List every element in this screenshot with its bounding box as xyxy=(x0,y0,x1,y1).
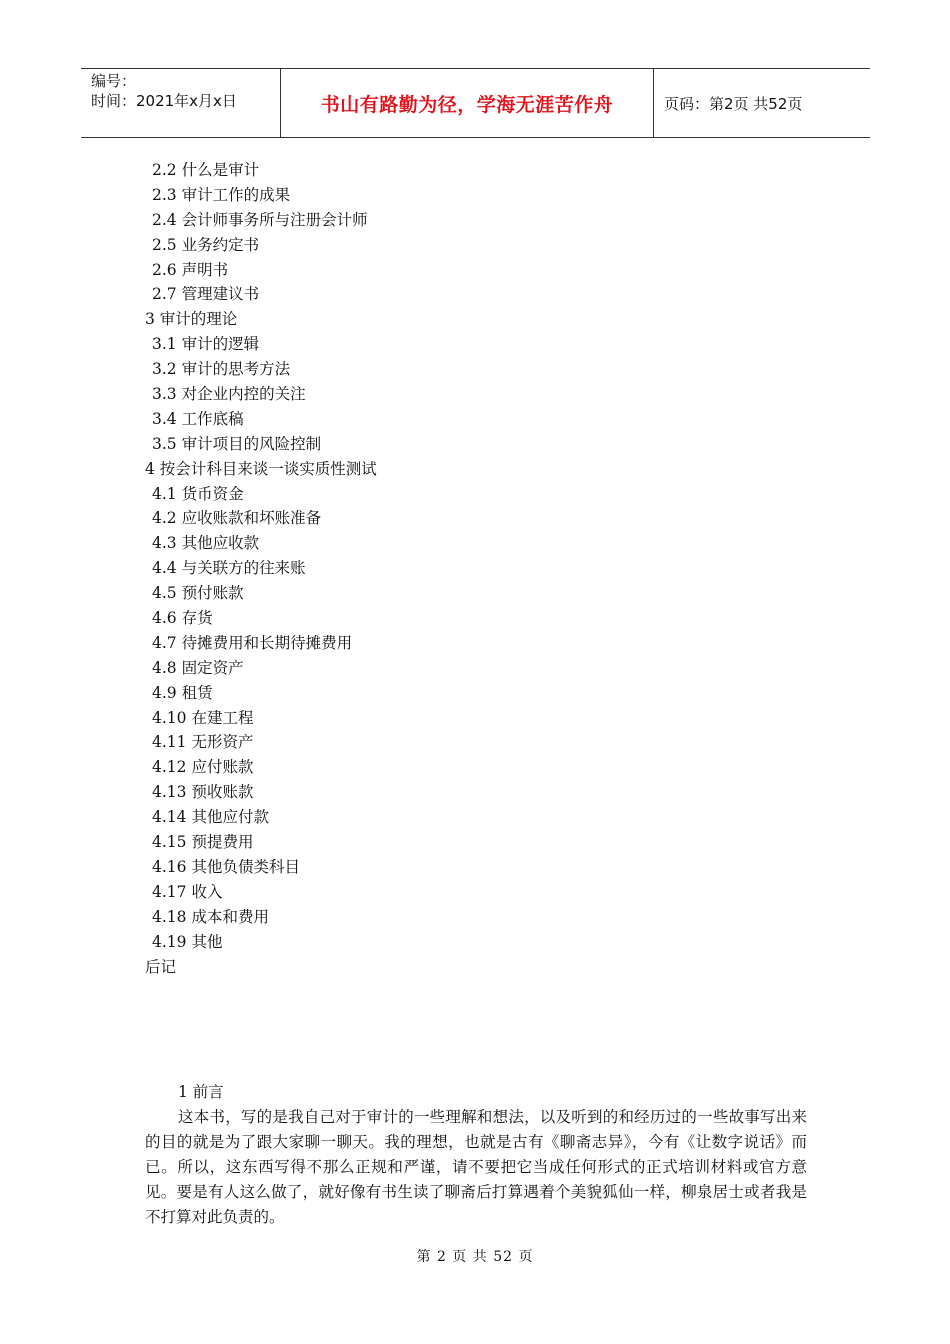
header-motto-cell xyxy=(281,69,654,137)
header-meta xyxy=(81,69,281,137)
toc-item: 4.14 其他应付款 xyxy=(152,808,269,827)
toc-item: 4.4 与关联方的往来账 xyxy=(152,559,306,578)
toc-item: 2.6 声明书 xyxy=(152,260,229,279)
toc-item: 4.11 无形资产 xyxy=(152,733,254,752)
toc-item: 3.1 审计的逻辑 xyxy=(152,335,260,354)
toc-item: 3.4 工作底稿 xyxy=(152,409,244,428)
toc-item: 4.7 待摊费用和长期待摊费用 xyxy=(152,633,353,652)
toc-item: 3.3 对企业内控的关注 xyxy=(152,385,306,404)
toc-item: 4.6 存货 xyxy=(152,609,213,628)
toc-item: 4.3 其他应收款 xyxy=(152,534,260,553)
toc-item: 2.4 会计师事务所与注册会计师 xyxy=(152,210,368,229)
toc-item: 4.5 预付账款 xyxy=(152,584,244,603)
toc-item: 3.2 审计的思考方法 xyxy=(152,360,291,379)
document-date-label: 时间：2021年x月x日 xyxy=(91,92,237,110)
section-title: 1 前言 xyxy=(178,1083,224,1101)
toc-item: 2.3 审计工作的成果 xyxy=(152,185,291,204)
toc-item: 4.8 固定资产 xyxy=(152,658,244,677)
toc-item: 4.16 其他负债类科目 xyxy=(152,857,300,876)
toc-item: 4.1 货币资金 xyxy=(152,484,244,503)
header-motto: 书山有路勤为径，学海无涯苦作舟 xyxy=(320,93,614,116)
toc-item: 4.10 在建工程 xyxy=(152,708,254,727)
header-page-number: 页码：第2页 共52页 xyxy=(664,94,803,113)
toc-item: 4.19 其他 xyxy=(152,932,223,951)
toc-item: 4.13 预收账款 xyxy=(152,783,254,802)
toc-item: 2.2 什么是审计 xyxy=(152,161,260,179)
toc-item: 2.5 业务约定书 xyxy=(152,235,260,254)
header-page-cell xyxy=(654,69,870,137)
toc-item: 4.2 应收账款和坏账准备 xyxy=(152,509,322,528)
page-header xyxy=(81,68,870,138)
toc-item: 3.5 审计项目的风险控制 xyxy=(152,434,322,453)
toc-item: 4.18 成本和费用 xyxy=(152,907,269,926)
section-paragraph: 这本书，写的是我自己对于审计的一些理解和想法，以及听到的和经历过的一些故事写出来的目的就是为了跟大家聊一聊天。我的理想，也就是古有《聊斋志异》，今有《让数字说话》而已。所以，这东西写得不那么正规和严谨，请不要把它当成任何形式的正式培训材料或官方意见。要是有人这么做了，就好像有书生读了聊斋后打算遇着个美貌狐仙一样，柳泉居士或者我是不打算对此负责的。 xyxy=(145,1108,807,1226)
toc-item: 4.17 收入 xyxy=(152,882,223,901)
toc-item: 2.7 管理建议书 xyxy=(152,285,260,304)
document-number-label: 编号： xyxy=(91,72,137,90)
toc-item: 4.15 预提费用 xyxy=(152,833,254,852)
toc-item: 3 审计的理论 xyxy=(145,310,238,329)
section-foreword xyxy=(145,1080,807,1230)
toc-item: 4 按会计科目来谈一谈实质性测试 xyxy=(145,459,377,478)
toc-item: 4.12 应付账款 xyxy=(152,758,254,777)
page-footer: 第 2 页 共 52 页 xyxy=(416,1249,534,1265)
toc-item: 后记 xyxy=(145,957,177,976)
toc-item: 4.9 租赁 xyxy=(152,683,213,702)
table-of-contents xyxy=(0,158,950,979)
